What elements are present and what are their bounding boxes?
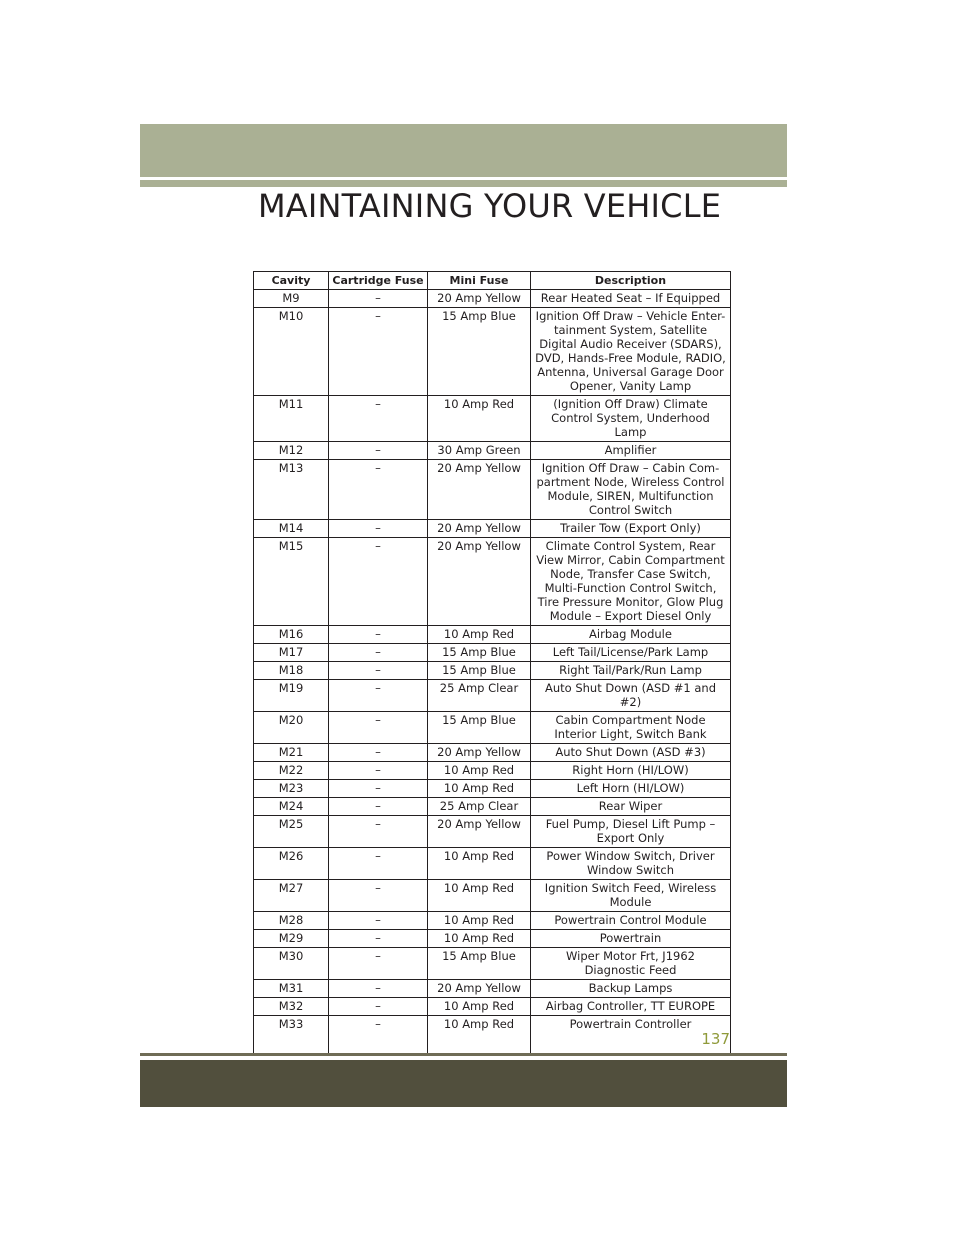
table-row [254, 626, 731, 644]
cell-description: Auto Shut Down (ASD #1 and #2) [531, 680, 731, 712]
cell-cartridge-fuse: – [329, 626, 428, 644]
cell-cartridge-fuse: – [329, 980, 428, 998]
cell-cavity: M16 [254, 626, 329, 644]
cell-cartridge-fuse: – [329, 290, 428, 308]
cell-mini-fuse: 20 Amp Yellow [428, 290, 531, 308]
table-row [254, 290, 731, 308]
cell-cavity: M29 [254, 930, 329, 948]
cell-cartridge-fuse: – [329, 662, 428, 680]
cell-description: Cabin Compartment Node Interior Light, Switch Bank [531, 712, 731, 744]
cell-description: Left Horn (HI/LOW) [531, 780, 731, 798]
cell-cartridge-fuse: – [329, 880, 428, 912]
table-row [254, 644, 731, 662]
cell-mini-fuse: 10 Amp Red [428, 1016, 531, 1054]
cell-description: Climate Control System, Rear View Mirror, Cabin Compartment Node, Transfer Case Switch, Multi-Function Control Switch, Tire Pressure Monitor, Glow Plug Module – Export Diesel Only [531, 538, 731, 626]
table-row [254, 680, 731, 712]
cell-description: Wiper Motor Frt, J1962 Diagnostic Feed [531, 948, 731, 980]
cell-mini-fuse: 15 Amp Blue [428, 662, 531, 680]
cell-cavity: M33 [254, 1016, 329, 1054]
header-stripe [140, 180, 787, 187]
cell-cavity: M9 [254, 290, 329, 308]
cell-cavity: M26 [254, 848, 329, 880]
cell-description: Backup Lamps [531, 980, 731, 998]
cell-mini-fuse: 10 Amp Red [428, 626, 531, 644]
table-row [254, 712, 731, 744]
cell-mini-fuse: 10 Amp Red [428, 780, 531, 798]
table-row [254, 798, 731, 816]
cell-mini-fuse: 15 Amp Blue [428, 948, 531, 980]
cell-cavity: M23 [254, 780, 329, 798]
table-row [254, 762, 731, 780]
cell-cartridge-fuse: – [329, 762, 428, 780]
cell-cartridge-fuse: – [329, 538, 428, 626]
table-row [254, 442, 731, 460]
cell-cavity: M22 [254, 762, 329, 780]
cell-cartridge-fuse: – [329, 396, 428, 442]
cell-cavity: M20 [254, 712, 329, 744]
cell-cartridge-fuse: – [329, 460, 428, 520]
cell-cartridge-fuse: – [329, 780, 428, 798]
cell-cartridge-fuse: – [329, 680, 428, 712]
cell-cartridge-fuse: – [329, 848, 428, 880]
cell-cavity: M13 [254, 460, 329, 520]
cell-description: Right Tail/Park/Run Lamp [531, 662, 731, 680]
cell-cartridge-fuse: – [329, 930, 428, 948]
cell-cartridge-fuse: – [329, 912, 428, 930]
cell-description: (Ignition Off Draw) Climate Control System, Underhood Lamp [531, 396, 731, 442]
cell-mini-fuse: 10 Amp Red [428, 998, 531, 1016]
header-description: Description [531, 272, 731, 290]
table-row [254, 308, 731, 396]
table-row [254, 848, 731, 880]
header-mini-fuse: Mini Fuse [428, 272, 531, 290]
table-header-row [254, 272, 731, 290]
cell-cartridge-fuse: – [329, 1016, 428, 1054]
cell-description: Powertrain Controller [531, 1016, 731, 1054]
cell-cartridge-fuse: – [329, 308, 428, 396]
cell-cavity: M18 [254, 662, 329, 680]
header-band [140, 124, 787, 177]
table-row [254, 948, 731, 980]
table-row [254, 1016, 731, 1054]
cell-description: Rear Heated Seat – If Equipped [531, 290, 731, 308]
cell-cartridge-fuse: – [329, 948, 428, 980]
cell-description: Amplifier [531, 442, 731, 460]
table-row [254, 662, 731, 680]
cell-description: Power Window Switch, Driver Window Switch [531, 848, 731, 880]
footer-line [140, 1053, 787, 1056]
cell-description: Ignition Off Draw – Vehicle Enter-tainment System, Satellite Digital Audio Receiver (SDARS), DVD, Hands-Free Module, RADIO, Antenna, Universal Garage Door Opener, Vanity Lamp [531, 308, 731, 396]
cell-mini-fuse: 20 Amp Yellow [428, 816, 531, 848]
cell-mini-fuse: 10 Amp Red [428, 396, 531, 442]
cell-mini-fuse: 10 Amp Red [428, 848, 531, 880]
table-row [254, 912, 731, 930]
cell-description: Airbag Module [531, 626, 731, 644]
cell-cavity: M12 [254, 442, 329, 460]
cell-cartridge-fuse: – [329, 816, 428, 848]
cell-mini-fuse: 15 Amp Blue [428, 644, 531, 662]
footer-band [140, 1060, 787, 1107]
cell-description: Right Horn (HI/LOW) [531, 762, 731, 780]
table-row [254, 980, 731, 998]
cell-description: Ignition Switch Feed, Wireless Module [531, 880, 731, 912]
cell-description: Rear Wiper [531, 798, 731, 816]
cell-cavity: M31 [254, 980, 329, 998]
table-row [254, 780, 731, 798]
table-row [254, 998, 731, 1016]
cell-description: Powertrain [531, 930, 731, 948]
cell-mini-fuse: 25 Amp Clear [428, 680, 531, 712]
page-title: MAINTAINING YOUR VEHICLE [258, 187, 722, 225]
cell-cavity: M32 [254, 998, 329, 1016]
table-row [254, 880, 731, 912]
table-row [254, 930, 731, 948]
cell-cartridge-fuse: – [329, 644, 428, 662]
cell-cavity: M19 [254, 680, 329, 712]
cell-description: Airbag Controller, TT EUROPE [531, 998, 731, 1016]
table-row [254, 520, 731, 538]
cell-cavity: M14 [254, 520, 329, 538]
cell-mini-fuse: 20 Amp Yellow [428, 538, 531, 626]
cell-cavity: M11 [254, 396, 329, 442]
page-number: 137 [701, 1030, 730, 1048]
cell-description: Fuel Pump, Diesel Lift Pump – Export Only [531, 816, 731, 848]
table-row [254, 744, 731, 762]
cell-cavity: M21 [254, 744, 329, 762]
cell-description: Auto Shut Down (ASD #3) [531, 744, 731, 762]
cell-description: Ignition Off Draw – Cabin Com-partment Node, Wireless Control Module, SIREN, Multifunction Control Switch [531, 460, 731, 520]
cell-cartridge-fuse: – [329, 998, 428, 1016]
cell-description: Trailer Tow (Export Only) [531, 520, 731, 538]
header-cartridge-fuse: Cartridge Fuse [329, 272, 428, 290]
cell-mini-fuse: 20 Amp Yellow [428, 520, 531, 538]
cell-cavity: M28 [254, 912, 329, 930]
cell-mini-fuse: 30 Amp Green [428, 442, 531, 460]
cell-cartridge-fuse: – [329, 712, 428, 744]
cell-mini-fuse: 25 Amp Clear [428, 798, 531, 816]
fuse-table [253, 271, 731, 1054]
cell-mini-fuse: 10 Amp Red [428, 762, 531, 780]
cell-cartridge-fuse: – [329, 520, 428, 538]
cell-cavity: M30 [254, 948, 329, 980]
cell-mini-fuse: 20 Amp Yellow [428, 460, 531, 520]
table-row [254, 396, 731, 442]
cell-cartridge-fuse: – [329, 442, 428, 460]
cell-cartridge-fuse: – [329, 744, 428, 762]
cell-cavity: M17 [254, 644, 329, 662]
table-row [254, 538, 731, 626]
table-row [254, 460, 731, 520]
cell-cavity: M10 [254, 308, 329, 396]
header-cavity: Cavity [254, 272, 329, 290]
cell-cavity: M27 [254, 880, 329, 912]
cell-cartridge-fuse: – [329, 798, 428, 816]
cell-mini-fuse: 15 Amp Blue [428, 712, 531, 744]
cell-mini-fuse: 10 Amp Red [428, 880, 531, 912]
cell-cavity: M24 [254, 798, 329, 816]
cell-mini-fuse: 10 Amp Red [428, 912, 531, 930]
cell-description: Left Tail/License/Park Lamp [531, 644, 731, 662]
table-row [254, 816, 731, 848]
cell-mini-fuse: 20 Amp Yellow [428, 744, 531, 762]
cell-description: Powertrain Control Module [531, 912, 731, 930]
cell-mini-fuse: 15 Amp Blue [428, 308, 531, 396]
cell-mini-fuse: 20 Amp Yellow [428, 980, 531, 998]
cell-cavity: M25 [254, 816, 329, 848]
cell-mini-fuse: 10 Amp Red [428, 930, 531, 948]
cell-cavity: M15 [254, 538, 329, 626]
